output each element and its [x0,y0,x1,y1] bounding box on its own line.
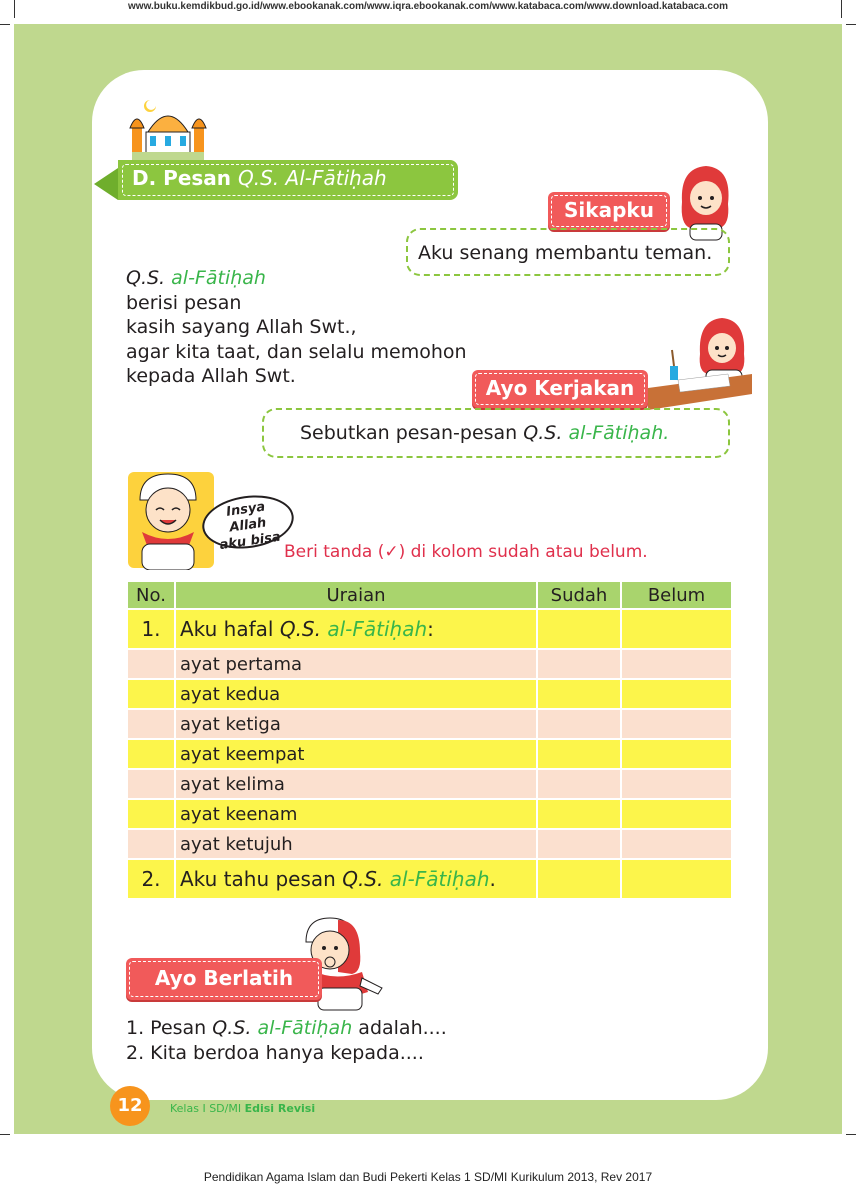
intro-line: agar kita taat, dan selalu memohon [126,340,467,363]
header-no: No. [127,581,175,609]
sudah-cell[interactable] [537,829,621,859]
intro-line: kepada Allah Swt. [126,365,296,387]
section-heading [118,160,458,200]
crop-mark [846,24,856,25]
row-uraian: ayat ketiga [175,709,537,739]
row-uraian: Aku hafal Q.S. al-Fātiḥah: [175,609,537,649]
table-row [127,829,732,859]
row-number [127,679,175,709]
row-number [127,739,175,769]
row-uraian: ayat ketujuh [175,829,537,859]
checklist-table [126,580,733,900]
sikapku-banner [548,192,670,230]
crop-mark [0,24,10,25]
row-number [127,769,175,799]
intro-line: berisi pesan [126,291,242,314]
header-uraian: Uraian [175,581,537,609]
belum-cell[interactable] [621,799,732,829]
page-number: 12 [110,1086,150,1126]
row-uraian: ayat keenam [175,799,537,829]
table-instruction: Beri tanda (✓) di kolom sudah atau belum. [284,542,648,562]
ayo-berlatih-banner [126,958,322,1000]
boy-character-icon [126,464,210,570]
crop-mark [14,0,15,18]
table-row [127,739,732,769]
row-uraian: ayat kelima [175,769,537,799]
speech-bubble-text: Insya Allah aku bisa [218,499,282,554]
table-row [127,859,732,899]
table-header-row [127,581,732,609]
intro-line: Q.S. al-Fātiḥah [126,267,266,289]
book-edition: Kelas I SD/MI Edisi Revisi [170,1102,316,1115]
sudah-cell[interactable] [537,799,621,829]
sudah-cell[interactable] [537,739,621,769]
sudah-cell[interactable] [537,859,621,899]
ayo-berlatih-label: Ayo Berlatih [154,966,294,990]
row-number [127,799,175,829]
table-row [127,709,732,739]
sikapku-text: Aku senang membantu teman. [418,242,713,264]
belum-cell[interactable] [621,769,732,799]
sudah-cell[interactable] [537,709,621,739]
exercise-questions [126,1016,447,1066]
table-row [127,609,732,649]
belum-cell[interactable] [621,679,732,709]
source-url: www.buku.kemdikbud.go.id/www.ebookanak.com/www.iqra.ebookanak.com/www.katabaca.com/www.download.katabaca.com [128,1,728,12]
belum-cell[interactable] [621,649,732,679]
belum-cell[interactable] [621,709,732,739]
row-uraian: ayat keempat [175,739,537,769]
intro-line: kasih sayang Allah Swt., [126,316,357,338]
question-2: 2. Kita berdoa hanya kepada.... [126,1042,424,1064]
row-uraian: ayat pertama [175,649,537,679]
intro-text [126,266,467,389]
header-belum: Belum [621,581,732,609]
ayo-kerjakan-banner [472,370,648,408]
row-number [127,709,175,739]
sudah-cell[interactable] [537,609,621,649]
row-uraian: ayat kedua [175,679,537,709]
crop-mark [841,0,842,18]
row-uraian: Aku tahu pesan Q.S. al-Fātiḥah. [175,859,537,899]
mosque-icon [128,96,208,162]
ayo-kerjakan-box [262,408,730,458]
table-row [127,679,732,709]
sikapku-label: Sikapku [564,198,654,222]
table-row [127,799,732,829]
belum-cell[interactable] [621,829,732,859]
table-row [127,769,732,799]
row-number: 1. [127,609,175,649]
header-sudah: Sudah [537,581,621,609]
section-title: D. Pesan Q.S. Al-Fātiḥah [132,166,387,190]
belum-cell[interactable] [621,739,732,769]
girl-painting-icon [648,314,752,410]
row-number [127,829,175,859]
question-1: 1. Pesan Q.S. al-Fātiḥah adalah.... [126,1017,447,1039]
row-number: 2. [127,859,175,899]
ayo-kerjakan-text: Sebutkan pesan-pesan Q.S. al-Fātiḥah. [300,422,670,444]
book-title-footer: Pendidikan Agama Islam dan Budi Pekerti Kelas 1 SD/MI Kurikulum 2013, Rev 2017 [203,1170,653,1184]
crop-mark [846,1134,856,1135]
belum-cell[interactable] [621,609,732,649]
belum-cell[interactable] [621,859,732,899]
sudah-cell[interactable] [537,679,621,709]
ayo-kerjakan-label: Ayo Kerjakan [485,376,635,400]
sudah-cell[interactable] [537,769,621,799]
sudah-cell[interactable] [537,649,621,679]
table-row [127,649,732,679]
crop-mark [0,1134,10,1135]
row-number [127,649,175,679]
